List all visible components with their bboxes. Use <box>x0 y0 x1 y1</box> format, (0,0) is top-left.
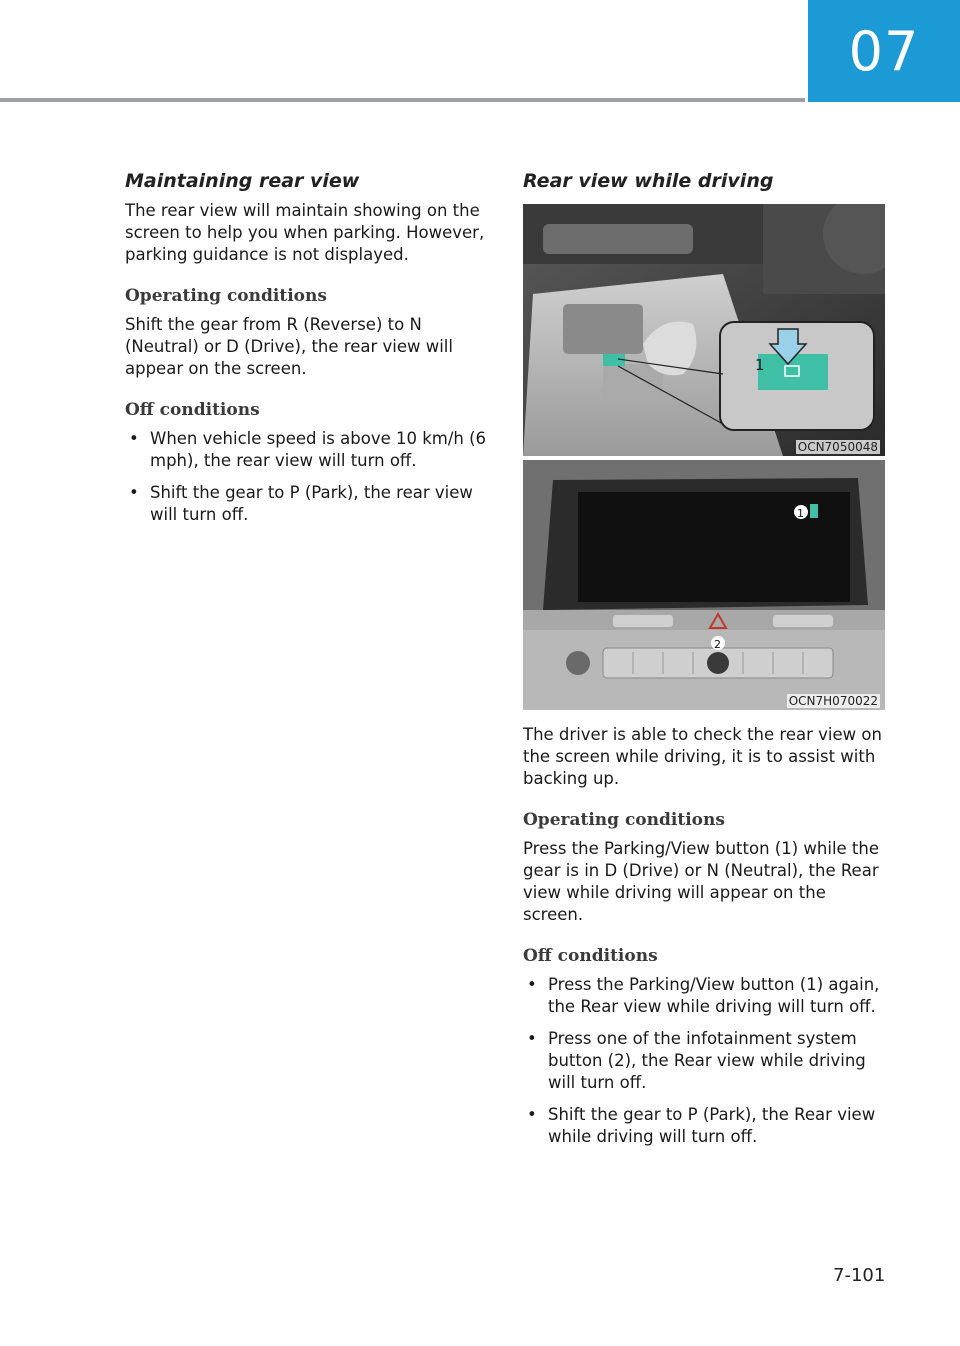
list-item: • Shift the gear to P (Park), the rear view will turn off. <box>125 482 490 526</box>
off-conditions-list <box>125 428 490 526</box>
list-item: • Press one of the infotainment system button (2), the Rear view while driving will turn off. <box>523 1028 885 1094</box>
header-rule <box>0 98 805 102</box>
rear-view-driving-intro: The driver is able to check the rear view on the screen while driving, it is to assist with backing up. <box>523 725 882 788</box>
callout-1-screen: 1 <box>797 507 804 520</box>
operating-conditions-heading: Operating conditions <box>523 810 725 830</box>
list-item: • When vehicle speed is above 10 km/h (6 mph), the rear view will turn off. <box>125 428 490 472</box>
callout-2: 2 <box>714 638 721 651</box>
maintaining-intro: The rear view will maintain showing on the screen to help you when parking. However, parking guidance is not displayed. <box>125 201 485 264</box>
operating-conditions-text: Shift the gear from R (Reverse) to N (Neutral) or D (Drive), the rear view will appear on the screen. <box>125 315 453 378</box>
operating-conditions-heading: Operating conditions <box>125 286 327 306</box>
list-item: • Shift the gear to P (Park), the Rear view while driving will turn off. <box>523 1104 885 1148</box>
off-conditions-list <box>523 974 885 1148</box>
parking-view-screen-icon <box>810 504 818 518</box>
infotainment-illustration <box>523 460 885 710</box>
list-item: • Press the Parking/View button (1) again, the Rear view while driving will turn off. <box>523 974 885 1018</box>
left-column <box>125 170 490 536</box>
infotainment-screen <box>578 492 850 602</box>
callout-1: 1 <box>755 356 765 374</box>
page-number: 7-101 <box>833 1265 886 1286</box>
console-illustration <box>523 204 885 456</box>
figure-code: OCN7050048 <box>797 440 878 454</box>
chapter-tab: 07 <box>808 0 960 102</box>
infotainment-figure <box>523 460 885 710</box>
section-title-maintaining-rear-view: Maintaining rear view <box>125 170 360 192</box>
operating-conditions-text: Press the Parking/View button (1) while the gear is in D (Drive) or N (Neutral), the Rear view while driving will appear on the screen. <box>523 839 880 924</box>
section-title-rear-view-while-driving: Rear view while driving <box>523 170 774 192</box>
off-conditions-heading: Off conditions <box>523 946 658 966</box>
off-conditions-heading: Off conditions <box>125 400 260 420</box>
console-figure <box>523 204 885 456</box>
figure-code: OCN7H070022 <box>788 694 878 708</box>
right-column <box>523 170 885 1158</box>
